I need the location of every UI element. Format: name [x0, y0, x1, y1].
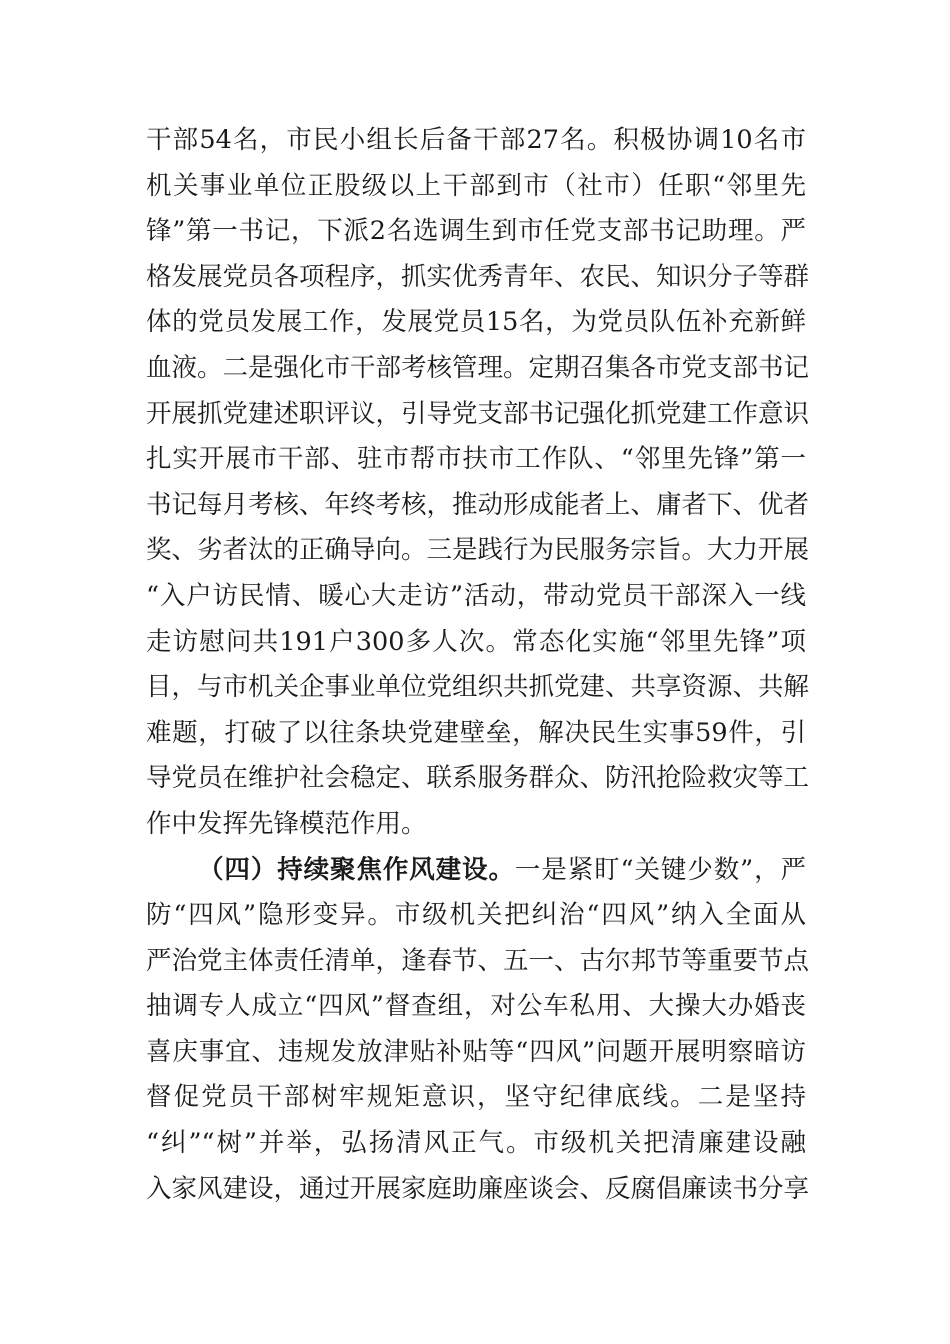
text-line: 开展抓党建述职评议，引导党支部书记强化抓党建工作意识: [146, 398, 810, 429]
text-line: 严治党主体责任清单，逢春节、五一、古尔邦节等重要节点: [146, 945, 810, 976]
text-line: 督促党员干部树牢规矩意识，坚守纪律底线。二是坚持: [146, 1082, 806, 1113]
text-line: 机关事业单位正股级以上干部到市（社市）任职“邻里先: [146, 170, 806, 201]
text-line: 喜庆事宜、违规发放津贴补贴等“四风”问题开展明察暗访: [146, 1036, 806, 1067]
text-line: 书记每月考核、年终考核，推动形成能者上、庸者下、优者: [146, 489, 810, 520]
text-line: 抽调专人成立“四风”督查组，对公车私用、大操大办婚丧: [146, 991, 806, 1022]
text-line: 作中发挥先锋模范作用。: [146, 808, 427, 839]
text-line: 体的党员发展工作，发展党员15名，为党员队伍补充新鲜: [146, 307, 806, 338]
text-line: 导党员在维护社会稳定、联系服务群众、防汛抢险救灾等工: [146, 763, 810, 794]
text-line: 血液。二是强化市干部考核管理。定期召集各市党支部书记: [146, 352, 810, 383]
text-line: 扎实开展市干部、驻市帮市扶市工作队、“邻里先锋”第一: [146, 444, 806, 475]
text-line: 锋”第一书记，下派2名选调生到市任党支部书记助理。严: [146, 216, 806, 247]
section-4-heading: （四）持续聚焦作风建设。: [198, 854, 515, 885]
text-line: 格发展党员各项程序，抓实优秀青年、农民、知识分子等群: [146, 261, 810, 292]
text-line: 奖、劣者汰的正确导向。三是践行为民服务宗旨。大力开展: [146, 535, 810, 566]
section-4-first-line: [146, 848, 806, 894]
text-line: “入户访民情、暖心大走访”活动，带动党员干部深入一线: [146, 580, 806, 611]
text-line: “纠”“树”并举，弘扬清风正气。市级机关把清廉建设融: [146, 1128, 806, 1159]
text-line: 难题，打破了以往条块党建壁垒，解决民生实事59件，引: [146, 717, 806, 748]
text-line: 目，与市机关企事业单位党组织共抓党建、共享资源、共解: [146, 672, 810, 703]
text-line: 入家风建设，通过开展家庭助廉座谈会、反腐倡廉读书分享: [146, 1173, 810, 1204]
section-4-first-line-text: 一是紧盯“关键少数”，严: [514, 854, 806, 885]
body-text: [146, 118, 810, 1212]
text-line: 防“四风”隐形变异。市级机关把纠治“四风”纳入全面从: [146, 900, 806, 931]
text-line: 干部54名，市民小组长后备干部27名。积极协调10名市: [146, 125, 806, 155]
text-line: 走访慰问共191户300多人次。常态化实施“邻里先锋”项: [146, 626, 806, 657]
